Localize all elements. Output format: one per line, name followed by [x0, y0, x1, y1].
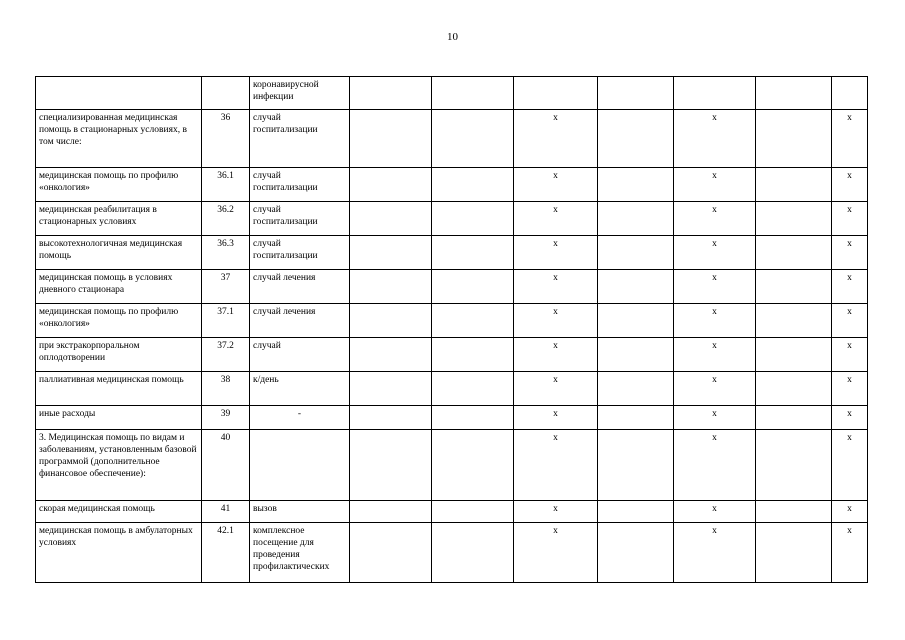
- table-row: [36, 430, 868, 501]
- x-mark: х: [832, 270, 868, 304]
- row-name: паллиативная медицинская помощь: [36, 372, 202, 406]
- x-mark: х: [514, 338, 598, 372]
- row-code: 36.2: [202, 202, 250, 236]
- row-unit: случай госпитализации: [250, 236, 350, 270]
- x-mark: х: [514, 523, 598, 583]
- row-name: скорая медицинская помощь: [36, 501, 202, 523]
- x-mark: х: [674, 523, 756, 583]
- table-row: [36, 372, 868, 406]
- x-mark: х: [674, 304, 756, 338]
- x-mark: х: [832, 372, 868, 406]
- table-row: [36, 168, 868, 202]
- x-mark: х: [832, 236, 868, 270]
- x-mark: х: [674, 406, 756, 430]
- page-number: 10: [447, 31, 458, 43]
- row-name: медицинская помощь по профилю «онкология»: [36, 168, 202, 202]
- row-unit: комплексное посещение для проведения профилактических: [250, 523, 350, 583]
- row-name: медицинская помощь в условиях дневного стационара: [36, 270, 202, 304]
- table-row: [36, 270, 868, 304]
- x-mark: х: [674, 430, 756, 501]
- x-mark: х: [514, 501, 598, 523]
- table-row: [36, 304, 868, 338]
- x-mark: х: [514, 202, 598, 236]
- row-code: 37.1: [202, 304, 250, 338]
- x-mark: х: [674, 110, 756, 168]
- x-mark: х: [674, 168, 756, 202]
- x-mark: х: [832, 304, 868, 338]
- x-mark: х: [832, 501, 868, 523]
- x-mark: х: [514, 430, 598, 501]
- x-mark: х: [674, 501, 756, 523]
- row-code: 40: [202, 430, 250, 501]
- x-mark: х: [832, 110, 868, 168]
- table-row: [36, 236, 868, 270]
- x-mark: х: [514, 372, 598, 406]
- table-row: [36, 77, 868, 110]
- x-mark: х: [514, 406, 598, 430]
- row-unit: к/день: [250, 372, 350, 406]
- row-name: специализированная медицинская помощь в стационарных условиях, в том числе:: [36, 110, 202, 168]
- row-unit: вызов: [250, 501, 350, 523]
- row-code: 42.1: [202, 523, 250, 583]
- row-name: высокотехнологичная медицинская помощь: [36, 236, 202, 270]
- x-mark: х: [674, 236, 756, 270]
- row-code: 36.3: [202, 236, 250, 270]
- x-mark: х: [674, 338, 756, 372]
- x-mark: х: [514, 304, 598, 338]
- x-mark: х: [514, 168, 598, 202]
- x-mark: х: [514, 270, 598, 304]
- row-name: медицинская реабилитация в стационарных условиях: [36, 202, 202, 236]
- row-code: 37.2: [202, 338, 250, 372]
- row-code: 36.1: [202, 168, 250, 202]
- x-mark: х: [832, 406, 868, 430]
- row-code: 38: [202, 372, 250, 406]
- table-row: [36, 338, 868, 372]
- row-name: медицинская помощь по профилю «онкология»: [36, 304, 202, 338]
- x-mark: х: [514, 110, 598, 168]
- row-code: [202, 77, 250, 110]
- row-code: 41: [202, 501, 250, 523]
- row-name: 3. Медицинская помощь по видам и заболеваниям, установленным базовой программой (дополнительное финансовое обеспечение):: [36, 430, 202, 501]
- row-code: 37: [202, 270, 250, 304]
- row-unit: коронавирусной инфекции: [250, 77, 350, 110]
- row-name: иные расходы: [36, 406, 202, 430]
- row-unit: случай лечения: [250, 304, 350, 338]
- table-row: [36, 202, 868, 236]
- table-row: [36, 406, 868, 430]
- financing-table: [35, 76, 868, 583]
- row-unit: случай лечения: [250, 270, 350, 304]
- table-row: [36, 523, 868, 583]
- x-mark: х: [832, 430, 868, 501]
- row-unit: -: [250, 406, 350, 430]
- row-unit: [250, 430, 350, 501]
- x-mark: х: [514, 236, 598, 270]
- row-name: [36, 77, 202, 110]
- x-mark: х: [832, 168, 868, 202]
- row-unit: случай: [250, 338, 350, 372]
- row-unit: случай госпитализации: [250, 168, 350, 202]
- row-name: при экстракорпоральном оплодотворении: [36, 338, 202, 372]
- row-name: медицинская помощь в амбулаторных условиях: [36, 523, 202, 583]
- x-mark: х: [832, 202, 868, 236]
- row-code: 39: [202, 406, 250, 430]
- x-mark: х: [674, 372, 756, 406]
- row-unit: случай госпитализации: [250, 202, 350, 236]
- table-row: [36, 110, 868, 168]
- x-mark: х: [674, 202, 756, 236]
- x-mark: х: [832, 338, 868, 372]
- x-mark: х: [674, 270, 756, 304]
- row-code: 36: [202, 110, 250, 168]
- row-unit: случай госпитализации: [250, 110, 350, 168]
- table-row: [36, 501, 868, 523]
- x-mark: х: [832, 523, 868, 583]
